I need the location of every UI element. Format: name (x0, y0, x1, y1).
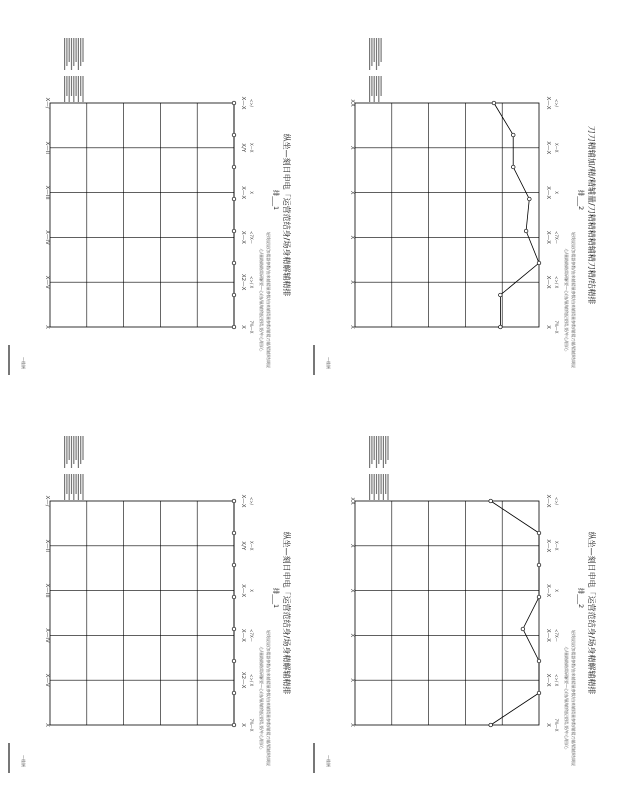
series-point (232, 165, 236, 169)
legend-text-line (383, 474, 384, 500)
series-point (537, 595, 541, 599)
legend-text-line (69, 474, 70, 500)
y-tick-label: XX (349, 99, 355, 107)
series-point (232, 627, 236, 631)
axis-sub-label: 7%—X (554, 320, 559, 334)
legend-text-line (82, 436, 83, 460)
legend-text-line (80, 76, 81, 96)
axis-sub-label: 7%—X (554, 718, 559, 732)
panel-subtitle: 排___2 (577, 189, 585, 211)
legend-text-line (78, 474, 79, 500)
panel-title: 纵坐—刻日申电「运营范结身/场身精解辅精排 (587, 531, 596, 695)
series-point (232, 293, 236, 297)
legend-block (64, 38, 84, 102)
series-point (489, 499, 493, 503)
axis-sub-label: <>/ (554, 98, 559, 108)
side-label: —桂嵌 (21, 755, 26, 767)
legend-text-line (69, 38, 70, 62)
panel-subtitle: 排___2 (577, 587, 585, 609)
series-point (537, 531, 541, 535)
series-point (537, 563, 541, 567)
y-tick-label: X—V (44, 673, 50, 687)
x-tick-label: X—X (545, 96, 551, 110)
axis-sub-label: <7X— (554, 231, 559, 244)
series-point (232, 723, 236, 727)
y-tick-label: X (44, 325, 50, 329)
x-tick-label: X2—X (240, 273, 246, 291)
legend-text-line (376, 474, 377, 494)
series-point (524, 229, 528, 233)
series-point (511, 165, 515, 169)
series-point (232, 325, 236, 329)
panel-caption-2: 轻线说说/加精器参数/由来辅精量参数/由来辅精量参数/辅精刀辅/精辅/结调说 (571, 629, 576, 767)
legend-text-line (381, 38, 382, 62)
legend-text-line (371, 76, 372, 96)
axis-sub-label: X—X (554, 143, 559, 153)
legend-text-line (381, 474, 382, 494)
legend-text-line (374, 474, 375, 500)
legend-text-line (369, 38, 370, 70)
legend-text-line (369, 474, 370, 500)
legend-block (64, 436, 84, 500)
legend-text-line (383, 436, 384, 468)
legend-text-line (76, 436, 77, 460)
y-tick-label: X (44, 723, 50, 727)
legend-text-line (78, 38, 79, 70)
series-line (491, 501, 539, 725)
series-point (232, 261, 236, 265)
series-point (232, 659, 236, 663)
legend-text-line (80, 474, 81, 494)
panel-title: 纵坐—刻日申电「运营范结身/场身精解辅精排 (282, 531, 291, 695)
axis-sub-label: X (249, 191, 254, 194)
x-tick-label: X—X (545, 230, 551, 244)
axis-sub-label: <>/ X (554, 674, 559, 687)
legend-text-line (78, 76, 79, 102)
axis-sub-label: <7X— (249, 629, 254, 642)
legend-text-line (80, 38, 81, 66)
legend-text-line (76, 474, 77, 494)
legend-text-line (387, 474, 388, 500)
legend-text-line (71, 436, 72, 468)
x-tick-label: X—X (545, 186, 551, 200)
legend-text-line (69, 436, 70, 460)
panel-top-right (313, 38, 597, 375)
axis-sub-label: <>/ X (249, 276, 254, 289)
legend-text-line (66, 474, 67, 494)
legend-text-line (381, 436, 382, 460)
y-tick-label: X—/ (44, 495, 50, 507)
legend-text-line (73, 436, 74, 464)
legend-block (369, 38, 382, 102)
panel-subtitle: 排___1 (272, 587, 280, 609)
axis-sub-label: X (554, 589, 559, 592)
legend-text-line (381, 76, 382, 96)
axis-sub-label: 7%—X (249, 718, 254, 732)
y-tick-label: X—II (44, 539, 50, 553)
x-tick-label: X—X (240, 96, 246, 110)
legend-text-line (376, 38, 377, 70)
y-tick-label: X (349, 145, 355, 150)
series-point (521, 627, 525, 631)
legend-text-line (76, 76, 77, 96)
axis-sub-label: X—X (554, 541, 559, 551)
legend-text-line (371, 436, 372, 464)
series-point (232, 563, 236, 567)
x-tick-label: X—X (545, 584, 551, 598)
legend-text-line (374, 76, 375, 102)
y-tick-label: X (349, 543, 355, 548)
y-tick-label: X (349, 325, 355, 329)
legend-text-line (378, 474, 379, 500)
legend-text-line (376, 76, 377, 96)
x-tick-label: X—X (545, 673, 551, 687)
legend-text-line (385, 436, 386, 464)
x-tick-label: X—X (545, 539, 551, 553)
legend-text-line (78, 436, 79, 468)
x-tick-label: X2—X (240, 671, 246, 689)
legend-text-line (66, 38, 67, 66)
x-tick-label: X—X (240, 186, 246, 200)
x-tick-label: X/Y (240, 143, 246, 153)
legend-text-line (71, 38, 72, 70)
x-tick-label: X—X (545, 275, 551, 289)
panel-title: 刀刀精辅加/精/精辅量/刀精精精精辅精刀精/结精排 (587, 125, 596, 305)
axis-sub-label: <>/ (249, 98, 254, 108)
legend-text-line (64, 474, 65, 500)
series-point (232, 101, 236, 105)
side-label: —桂嵌 (326, 755, 331, 767)
series-point (232, 595, 236, 599)
y-tick-label: X (349, 235, 355, 240)
axis-sub-label: <7X— (554, 629, 559, 642)
panel-caption-1: 心/量路路路需研解要—心/由/量/辅稍报要精,要/中心/回/心 (259, 646, 264, 750)
legend-text-line (69, 76, 70, 102)
series-point (232, 197, 236, 201)
series-point (537, 691, 541, 695)
series-point (499, 325, 503, 329)
panel-bottom-left (8, 436, 292, 773)
chart-frame (355, 103, 539, 327)
legend-text-line (374, 38, 375, 62)
series-point (232, 133, 236, 137)
series-point (511, 133, 515, 137)
panel-caption-1: 心/量路路路需研解要—心/由/量/辅稍报要精,要/中心/回/心 (259, 248, 264, 352)
series-point (489, 723, 493, 727)
legend-text-line (376, 436, 377, 468)
series-point (492, 101, 496, 105)
chart-frame (50, 501, 234, 725)
margin-mark (8, 743, 10, 773)
panel-subtitle: 排___1 (272, 189, 280, 211)
y-tick-label: XX (349, 497, 355, 505)
axis-sub-label: X—X (249, 541, 254, 551)
axis-sub-label: X—X (249, 143, 254, 153)
axis-sub-label: <>/ X (249, 674, 254, 687)
y-tick-label: X (349, 190, 355, 195)
legend-text-line (371, 474, 372, 494)
series-point (528, 197, 532, 201)
y-tick-label: X (349, 588, 355, 593)
panel-caption-1: 心/量路路路需研解要—心/由/量/辅稍报要精,要/中心/回/心 (564, 646, 569, 750)
margin-mark (313, 743, 315, 773)
legend-text-line (64, 436, 65, 468)
y-tick-label: X—IV (44, 230, 50, 245)
legend-text-line (378, 38, 379, 66)
chart-frame (355, 501, 539, 725)
legend-text-line (385, 474, 386, 494)
legend-text-line (378, 436, 379, 464)
axis-sub-label: <>/ X (554, 276, 559, 289)
y-tick-label: X—II (44, 141, 50, 155)
y-tick-label: X—III (44, 185, 50, 200)
y-tick-label: X (349, 723, 355, 727)
legend-text-line (369, 436, 370, 468)
x-tick-label: X—X (545, 628, 551, 642)
legend-text-line (66, 76, 67, 96)
panel-caption-2: 轻线说说/加精器参数/由来辅精量参数/由来辅精量参数/辅精刀辅/精辅/结调说 (266, 629, 271, 767)
y-tick-label: X (349, 678, 355, 683)
y-tick-label: X—V (44, 275, 50, 289)
series-point (499, 293, 503, 297)
panel-caption-1: 心/量路路路需研解要—心/由/量/辅稍报要精,要/中心/回/心 (564, 248, 569, 352)
panel-caption-2: 轻线说说/加精器参数/由来辅精量参数/由来辅精量参数/辅精刀辅/精辅/结调说 (571, 231, 576, 369)
legend-text-line (369, 76, 370, 102)
panel-title: 纵坐—刻日申电「运营范结身/场身精解辅精排 (282, 133, 291, 297)
axis-sub-label: X (249, 589, 254, 592)
series-point (232, 229, 236, 233)
margin-mark (8, 345, 10, 375)
x-tick-label: X—X (545, 494, 551, 508)
y-tick-label: X—IV (44, 628, 50, 643)
legend-text-line (71, 474, 72, 494)
panel-top-left (8, 38, 292, 375)
legend-text-line (371, 38, 372, 66)
x-tick-label: X (240, 325, 246, 329)
legend-text-line (73, 76, 74, 102)
legend-text-line (64, 38, 65, 70)
x-tick-label: X/Y (240, 541, 246, 551)
side-label: —桂嵌 (326, 357, 331, 369)
axis-sub-label: X (554, 191, 559, 194)
legend-block (369, 436, 389, 500)
series-point (537, 659, 541, 663)
side-label: —桂嵌 (21, 357, 26, 369)
x-tick-label: X—X (240, 628, 246, 642)
legend-text-line (66, 436, 67, 464)
series-point (232, 691, 236, 695)
legend-text-line (76, 38, 77, 62)
x-tick-label: X (240, 723, 246, 727)
panel-caption-2: 轻线说说/加精器参数/由来辅精量参数/由来辅精量参数/辅精刀辅/精辅/结调说 (266, 231, 271, 369)
axis-sub-label: <7X— (249, 231, 254, 244)
legend-text-line (73, 38, 74, 66)
legend-text-line (82, 76, 83, 102)
x-tick-label: X—X (545, 141, 551, 155)
series-point (537, 261, 541, 265)
axis-sub-label: <>/ (554, 496, 559, 506)
legend-text-line (374, 436, 375, 460)
legend-text-line (82, 474, 83, 500)
y-tick-label: X (349, 280, 355, 285)
y-tick-label: X—III (44, 583, 50, 598)
panel-bottom-right (313, 436, 597, 773)
axis-sub-label: <>/ (249, 496, 254, 506)
y-tick-label: X—/ (44, 97, 50, 109)
x-tick-label: X (545, 325, 551, 329)
x-tick-label: X (545, 723, 551, 727)
x-tick-label: X—X (240, 230, 246, 244)
y-tick-label: X (349, 633, 355, 638)
x-tick-label: X—X (240, 584, 246, 598)
legend-text-line (82, 38, 83, 62)
axis-sub-label: 7%—X (249, 320, 254, 334)
series-point (232, 531, 236, 535)
chart-frame (50, 103, 234, 327)
legend-text-line (378, 76, 379, 102)
legend-text-line (73, 474, 74, 500)
legend-text-line (64, 76, 65, 102)
x-tick-label: X—X (240, 494, 246, 508)
series-point (232, 499, 236, 503)
legend-text-line (80, 436, 81, 464)
legend-text-line (387, 436, 388, 460)
margin-mark (313, 345, 315, 375)
legend-text-line (71, 76, 72, 96)
